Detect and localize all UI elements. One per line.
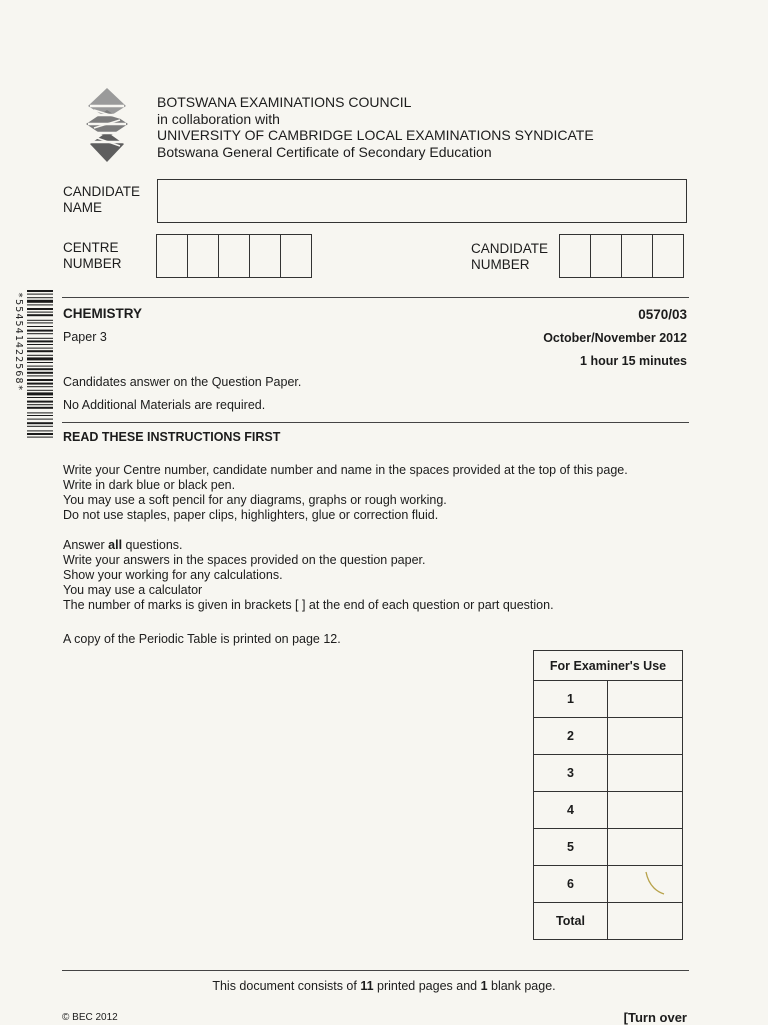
mark-cell[interactable] [608,866,683,903]
copyright-notice: © BEC 2012 [62,1012,118,1023]
pencil-tick-mark-icon [642,870,668,898]
mark-cell[interactable] [608,718,683,755]
examiner-use-table [533,650,683,940]
candidate-number-digit-box[interactable] [590,234,622,278]
examiner-use-header: For Examiner's Use [534,651,683,681]
header-certificate: Botswana General Certificate of Secondary Education [157,143,492,160]
barcode-digits: *5545414225​68* [13,292,24,392]
centre-number-field[interactable] [156,234,312,278]
question-number-cell: 3 [534,755,608,792]
periodic-table-note: A copy of the Periodic Table is printed on page 12. [63,632,341,646]
candidate-number-digit-box[interactable] [652,234,684,278]
mark-cell[interactable] [608,755,683,792]
instruction-line: Write your Centre number, candidate number and name in the spaces provided at the top of this page. [63,463,628,477]
paper-number: Paper 3 [63,330,107,344]
divider-middle [62,422,689,423]
divider-bottom [62,970,689,971]
instructions-block-answering [63,538,554,613]
answer-all-post: questions. [122,538,183,552]
question-number-cell: 6 [534,866,608,903]
instruction-line: Write your answers in the spaces provided on the question paper. [63,553,426,567]
mark-cell[interactable] [608,829,683,866]
centre-number-digit-box[interactable] [187,234,219,278]
exam-session: October/November 2012 [543,331,687,345]
answer-all-pre: Answer [63,538,109,552]
candidate-name-label-line1: CANDIDATE [63,184,141,199]
instruction-line: The number of marks is given in brackets [ ] at the end of each question or part question. [63,598,554,612]
materials-text: No Additional Materials are required. [63,398,266,412]
total-label-cell: Total [534,903,608,940]
printed-pages-count: 11 [360,979,374,993]
page-count-post: blank page. [487,979,556,993]
question-number-cell: 2 [534,718,608,755]
centre-number-digit-box[interactable] [249,234,281,278]
divider-top [62,297,689,298]
answer-location-text: Candidates answer on the Question Paper. [63,375,302,389]
header-block [157,94,594,160]
candidate-number-digit-box[interactable] [559,234,591,278]
syllabus-code: 0570/03 [638,307,687,322]
centre-number-label-line1: CENTRE [63,240,119,255]
header-council: BOTSWANA EXAMINATIONS COUNCIL [157,94,412,110]
bec-logo-icon [84,88,130,162]
centre-number-digit-box[interactable] [280,234,312,278]
page-count-mid: printed pages and [373,979,481,993]
centre-number-label [63,240,122,272]
candidate-name-label-line2: NAME [63,200,103,215]
answer-all-bold: all [108,538,123,552]
total-mark-cell[interactable] [608,903,683,940]
candidate-number-label-line2: NUMBER [471,257,530,272]
candidate-number-field[interactable] [559,234,684,278]
question-number-cell: 1 [534,681,608,718]
candidate-name-label [63,184,140,216]
page-count-text [0,979,768,994]
page-count-pre: This document consists of [212,979,361,993]
centre-number-label-line2: NUMBER [63,256,122,271]
instruction-line-answer-all [63,538,554,553]
turn-over-label: [Turn over [623,1010,687,1025]
mark-cell[interactable] [608,681,683,718]
question-number-cell: 5 [534,829,608,866]
question-number-cell: 4 [534,792,608,829]
subject-name: CHEMISTRY [63,306,143,321]
candidate-name-field[interactable] [157,179,687,223]
instruction-line: Write in dark blue or black pen. [63,478,236,492]
blank-pages-count: 1 [480,979,488,993]
exam-duration: 1 hour 15 minutes [580,354,687,368]
instruction-line: Show your working for any calculations. [63,568,283,582]
mark-cell[interactable] [608,792,683,829]
centre-number-digit-box[interactable] [218,234,250,278]
header-syndicate: UNIVERSITY OF CAMBRIDGE LOCAL EXAMINATIONS SYNDICATE [157,127,594,143]
candidate-number-label [471,241,548,273]
instructions-block-general [63,463,628,523]
instructions-heading: READ THESE INSTRUCTIONS FIRST [63,430,281,444]
candidate-number-label-line1: CANDIDATE [471,241,549,256]
candidate-number-digit-box[interactable] [621,234,653,278]
instruction-line: You may use a soft pencil for any diagrams, graphs or rough working. [63,493,447,507]
instruction-line: You may use a calculator [63,583,203,597]
centre-number-digit-box[interactable] [156,234,188,278]
instruction-line: Do not use staples, paper clips, highlighters, glue or correction fluid. [63,508,439,522]
header-collab: in collaboration with [157,110,280,127]
